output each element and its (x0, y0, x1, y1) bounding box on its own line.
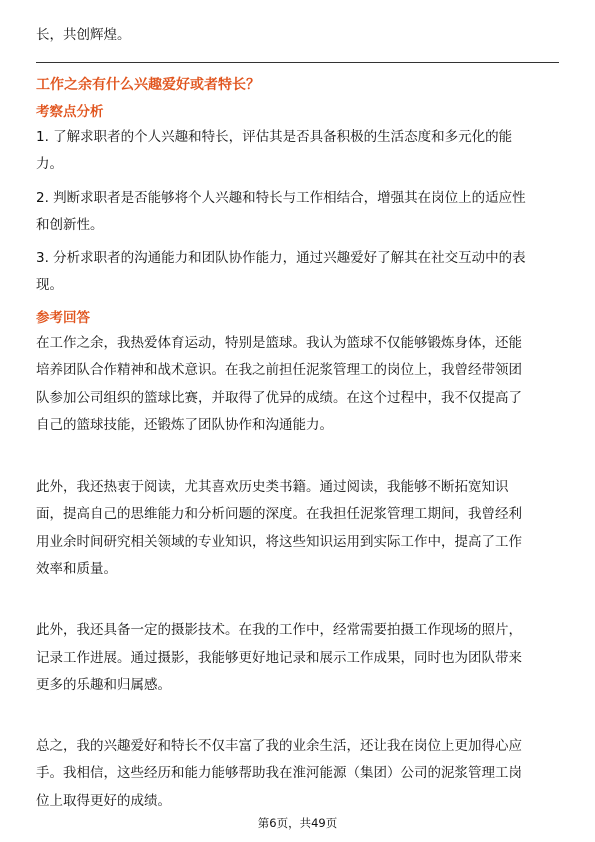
question-heading: 工作之余有什么兴趣爱好或者特长？ (36, 77, 260, 93)
answer-line: 培养团队合作精神和战术意识。在我之前担任泥浆管理工的岗位上，我曾经带领团 (36, 362, 522, 378)
analysis-line: 3. 分析求职者的沟通能力和团队协作能力，通过兴趣爱好了解其在社交互动中的表 (36, 250, 526, 266)
answer-line: 总之，我的兴趣爱好和特长不仅丰富了我的业余生活，还让我在岗位上更加得心应 (36, 738, 522, 754)
answer-line: 自己的篮球技能，还锻炼了团队协作和沟通能力。 (36, 417, 333, 433)
answer-line: 更多的乐趣和归属感。 (36, 677, 171, 693)
answer-line: 效率和质量。 (36, 561, 117, 577)
answer-title: 参考回答 (36, 310, 90, 326)
analysis-line: 力。 (36, 156, 63, 172)
answer-line: 队参加公司组织的篮球比赛，并取得了优异的成绩。在这个过程中，我不仅提高了 (36, 390, 522, 406)
answer-line: 在工作之余，我热爱体育运动，特别是篮球。我认为篮球不仅能够锻炼身体，还能 (36, 335, 522, 351)
page-number: 第6页，共49页 (257, 816, 338, 830)
answer-line: 此外，我还具备一定的摄影技术。在我的工作中，经常需要拍摄工作现场的照片， (36, 622, 522, 638)
analysis-line: 现。 (36, 277, 63, 293)
analysis-line: 和创新性。 (36, 217, 104, 233)
analysis-line: 1. 了解求职者的个人兴趣和特长，评估其是否具备积极的生活态度和多元化的能 (36, 129, 513, 145)
analysis-line: 2. 判断求职者是否能够将个人兴趣和特长与工作相结合，增强其在岗位上的适应性 (36, 190, 526, 206)
answer-line: 此外，我还热衷于阅读，尤其喜欢历史类书籍。通过阅读，我能够不断拓宽知识 (36, 479, 509, 495)
answer-line: 用业余时间研究相关领域的专业知识，将这些知识运用到实际工作中，提高了工作 (36, 534, 522, 550)
continued-text: 长，共创辉煌。 (36, 27, 131, 43)
section-divider (36, 62, 559, 63)
answer-line: 记录工作进展。通过摄影，我能够更好地记录和展示工作成果，同时也为团队带来 (36, 650, 522, 666)
answer-line: 手。我相信，这些经历和能力能够帮助我在淮河能源（集团）公司的泥浆管理工岗 (36, 765, 522, 781)
analysis-title: 考察点分析 (36, 104, 104, 120)
answer-line: 面，提高自己的思维能力和分析问题的深度。在我担任泥浆管理工期间，我曾经利 (36, 506, 522, 522)
answer-line: 位上取得更好的成绩。 (36, 793, 171, 809)
